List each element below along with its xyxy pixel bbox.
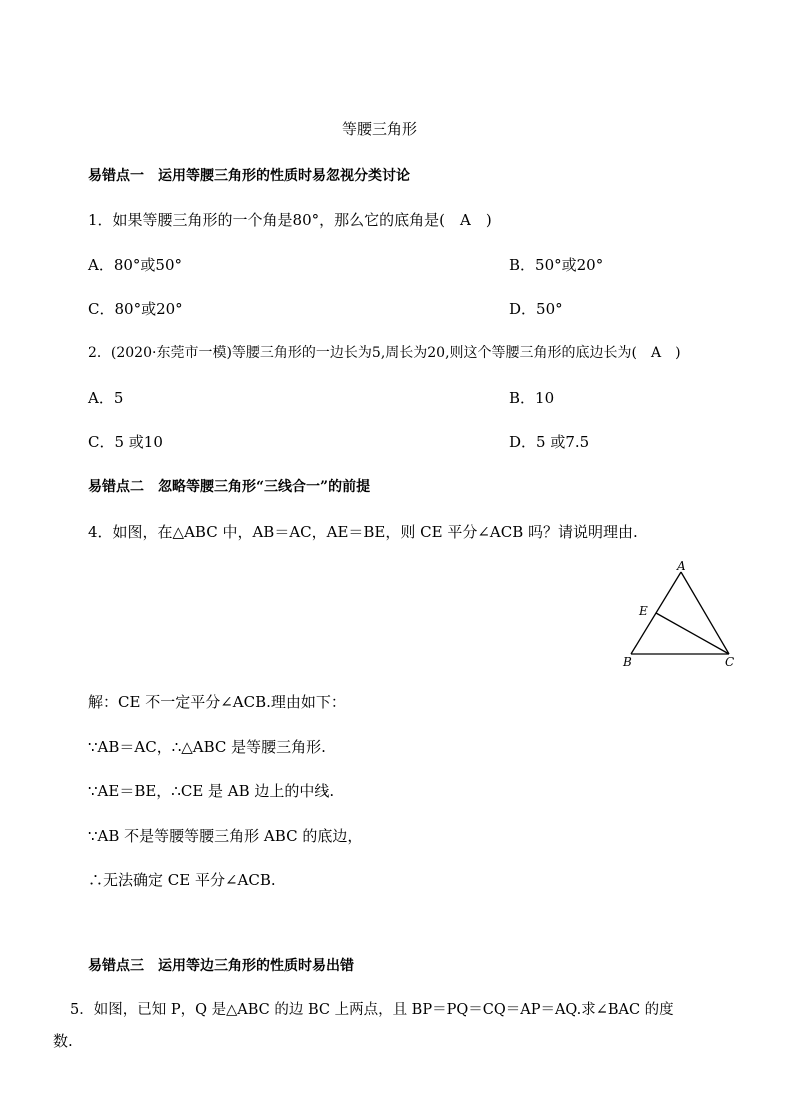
q2-option-d: D．5 或7.5: [509, 433, 590, 451]
point-label-c: C: [725, 655, 735, 669]
point-label-a: A: [677, 559, 686, 573]
solution-line-4: ∵AB 不是等腰等腰三角形 ABC 的底边，: [88, 827, 363, 845]
q2-option-a: A．5: [88, 389, 124, 407]
side-ac: [681, 572, 729, 654]
point-label-e: E: [639, 604, 648, 618]
segment-ce: [656, 613, 729, 654]
solution-line-5: ∴无法确定 CE 平分∠ACB.: [88, 871, 276, 889]
question-5-line-1: 5．如图，已知 P，Q 是△ABC 的边 BC 上两点，且 BP＝PQ＝CQ＝AP＝AQ.求∠BAC 的度: [70, 1002, 674, 1018]
solution-line-2: ∵AB＝AC，∴△ABC 是等腰三角形.: [88, 738, 326, 756]
section-heading-1: 易错点一 运用等腰三角形的性质时易忽视分类讨论: [88, 168, 410, 184]
q1-option-c: C．80°或20°: [88, 300, 183, 318]
point-label-b: B: [623, 655, 632, 669]
question-2: 2．(2020·东莞市一模)等腰三角形的一边长为5,周长为20,则这个等腰三角形的底边长为( A ): [88, 345, 681, 361]
q2-option-c: C．5 或10: [88, 433, 163, 451]
question-1: 1．如果等腰三角形的一个角是80°，那么它的底角是( A ): [88, 211, 492, 229]
section-heading-3: 易错点三 运用等边三角形的性质时易出错: [88, 958, 354, 974]
q1-option-b: B．50°或20°: [509, 256, 604, 274]
q1-option-d: D．50°: [509, 300, 563, 318]
question-4: 4．如图，在△ABC 中，AB＝AC，AE＝BE，则 CE 平分∠ACB 吗？请说明理由.: [88, 523, 638, 541]
section-heading-2: 易错点二 忽略等腰三角形“三线合一”的前提: [88, 479, 371, 495]
q1-option-a: A．80°或50°: [88, 256, 183, 274]
triangle-figure: [615, 558, 765, 673]
q2-option-b: B．10: [509, 389, 555, 407]
page-title: 等腰三角形: [342, 120, 418, 138]
solution-line-3: ∵AE＝BE，∴CE 是 AB 边上的中线.: [88, 782, 335, 800]
question-5-line-2: 数.: [53, 1032, 73, 1050]
solution-line-1: 解：CE 不一定平分∠ACB.理由如下：: [88, 693, 346, 711]
